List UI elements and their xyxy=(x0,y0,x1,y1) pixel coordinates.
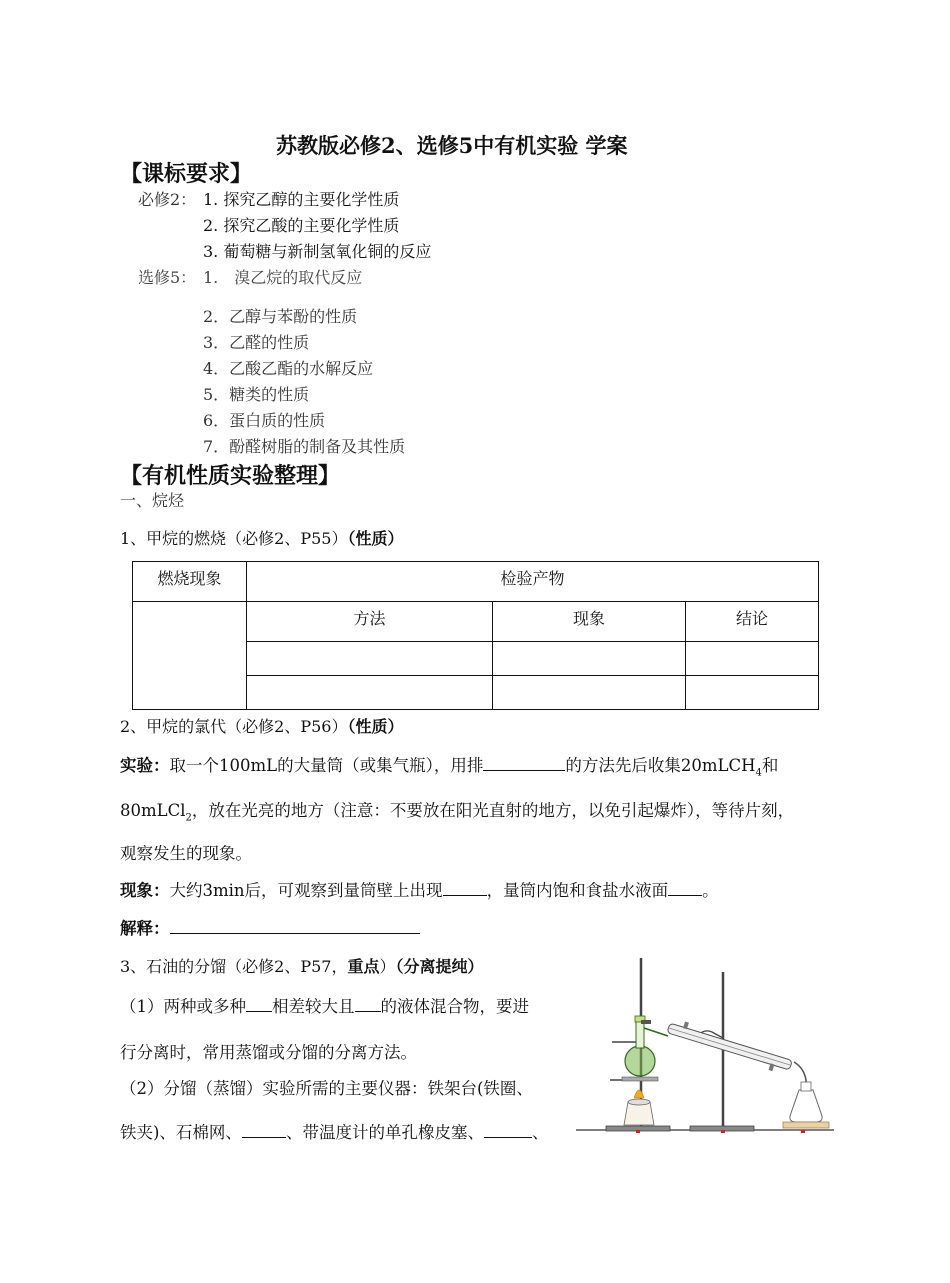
xuanxiu5-item: 4．乙酸乙酯的水解反应 xyxy=(203,359,374,378)
explanation-line xyxy=(120,915,420,939)
table-cell-empty xyxy=(133,602,247,710)
question-3-key: 重点 xyxy=(347,957,380,976)
experiment-line-2 xyxy=(120,797,794,823)
table-header-right: 检验产物 xyxy=(247,562,819,602)
xuanxiu5-item: 6．蛋白质的性质 xyxy=(203,411,326,430)
blank-line[interactable] xyxy=(170,919,420,934)
phenomenon-label: 现象： xyxy=(120,881,170,900)
xuanxiu5-prefix: 选修5： xyxy=(138,268,197,287)
experiment-text: 和 xyxy=(761,756,779,775)
bixiu2-item: 2. 探究乙酸的主要化学性质 xyxy=(203,216,400,235)
table-subheader-phenomenon: 现象 xyxy=(493,602,686,642)
experiment-text: 取一个100mL的大量筒（或集气瓶），用排 xyxy=(169,756,484,775)
table-cell-empty xyxy=(686,642,819,676)
phenomenon-text: ，量筒内饱和食盐水液面 xyxy=(486,881,669,900)
blank-line[interactable] xyxy=(246,997,272,1012)
paragraph-2-line-2 xyxy=(120,1119,548,1143)
paragraph-2-line-1: （2）分馏（蒸馏）实验所需的主要仪器：铁架台(铁圈、 xyxy=(120,1079,533,1098)
question-1 xyxy=(120,526,404,549)
table-subheader-conclusion: 结论 xyxy=(686,602,819,642)
experiment-text: 80mLCl xyxy=(120,801,186,820)
paragraph-1-line-2: 行分离时，常用蒸馏或分馏的分离方法。 xyxy=(120,1043,417,1062)
xuanxiu5-item: 1. 溴乙烷的取代反应 xyxy=(203,268,363,287)
experiment-label: 实验： xyxy=(120,756,170,775)
blank-line[interactable] xyxy=(483,756,565,771)
xuanxiu5-item: 5．糖类的性质 xyxy=(203,385,310,404)
question-1-text: 1、甲烷的燃烧（必修2、P55） xyxy=(120,529,348,548)
experiment-text: 的方法先后收集20mLCH xyxy=(565,756,756,775)
distillation-apparatus-illustration xyxy=(572,950,836,1140)
question-2-tag: （性质） xyxy=(347,717,404,736)
paragraph-text: 相差较大且 xyxy=(272,997,355,1016)
bixiu2-prefix: 必修2： xyxy=(138,190,197,209)
paragraph-text: 的液体混合物，要进 xyxy=(380,997,529,1016)
section-heading-experiments: 【有机性质实验整理】 xyxy=(120,463,341,489)
part-heading-alkanes: 一、烷烃 xyxy=(120,491,185,510)
phenomenon-text: 大约3min后，可观察到量筒壁上出现 xyxy=(169,881,443,900)
table-subheader-method: 方法 xyxy=(247,602,493,642)
bixiu2-item: 1. 探究乙醇的主要化学性质 xyxy=(203,190,400,209)
phenomenon-line xyxy=(120,877,719,901)
paragraph-text: 铁夹)、石棉网、 xyxy=(120,1123,242,1142)
table-header-left: 燃烧现象 xyxy=(133,562,247,602)
phenomenon-text: 。 xyxy=(702,881,719,900)
table-cell-empty xyxy=(493,642,686,676)
xuanxiu5-item: 7．酚醛树脂的制备及其性质 xyxy=(203,437,406,456)
table-cell-empty xyxy=(247,676,493,710)
question-2-text: 2、甲烷的氯代（必修2、P56） xyxy=(120,717,348,736)
table-cell-empty xyxy=(686,676,819,710)
bixiu2-item: 3. 葡萄糖与新制氢氧化铜的反应 xyxy=(203,242,432,261)
explanation-label: 解释： xyxy=(120,919,170,938)
question-3 xyxy=(120,954,484,977)
section-heading-standards: 【课标要求】 xyxy=(120,161,253,187)
question-1-tag: （性质） xyxy=(347,529,404,548)
experiment-line-3: 观察发生的现象。 xyxy=(120,844,252,863)
blank-line[interactable] xyxy=(355,997,381,1012)
question-2 xyxy=(120,714,404,737)
combustion-table xyxy=(132,561,819,710)
subscript: 4 xyxy=(755,767,762,779)
subscript: 2 xyxy=(185,812,192,824)
table-cell-empty xyxy=(493,676,686,710)
paragraph-text: （1）两种或多种 xyxy=(120,997,246,1016)
page-title: 苏教版必修2、选修5中有机实验 学案 xyxy=(276,133,628,158)
experiment-text: ，放在光亮的地方（注意：不要放在阳光直射的地方，以免引起爆炸），等待片刻， xyxy=(191,801,795,820)
blank-line[interactable] xyxy=(443,881,487,896)
blank-line[interactable] xyxy=(242,1123,286,1138)
table-cell-empty xyxy=(247,642,493,676)
question-3-text: 3、石油的分馏（必修2、P57， xyxy=(120,957,348,976)
paragraph-text: 、 xyxy=(531,1123,549,1142)
question-3-text: ） xyxy=(379,957,396,976)
experiment-line-1 xyxy=(120,752,778,778)
xuanxiu5-item: 3．乙醛的性质 xyxy=(203,333,310,352)
blank-line[interactable] xyxy=(484,1123,532,1138)
xuanxiu5-item: 2．乙醇与苯酚的性质 xyxy=(203,307,358,326)
paragraph-1-line-1 xyxy=(120,993,529,1017)
paragraph-text: 、带温度计的单孔橡皮塞、 xyxy=(285,1123,484,1142)
question-3-tag: （分离提纯） xyxy=(395,957,484,976)
blank-line[interactable] xyxy=(668,881,702,896)
